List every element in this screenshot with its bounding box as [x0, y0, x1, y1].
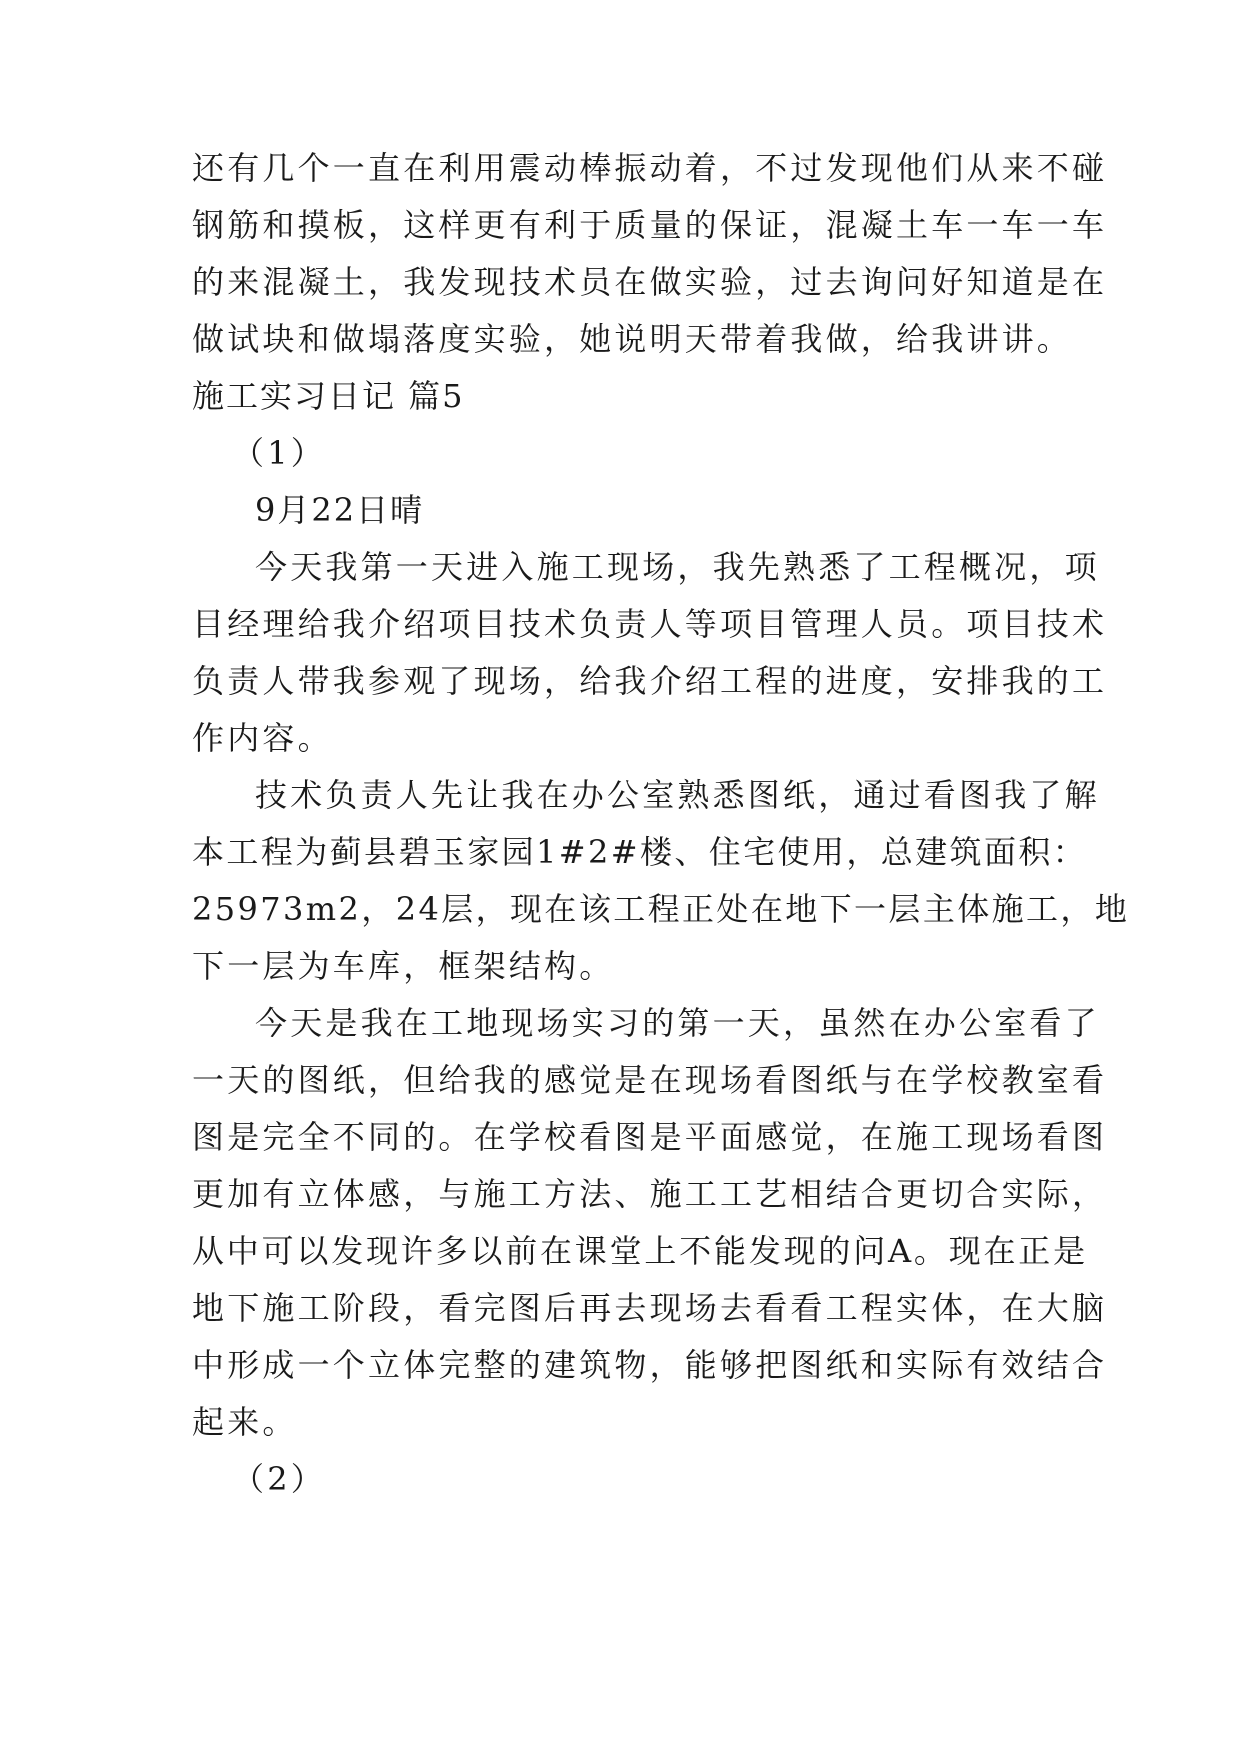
- continuation-line: 的来混凝土，我发现技术员在做实验，过去询问好知道是在: [192, 263, 1108, 301]
- paragraph-line: 更加有立体感，与施工方法、施工工艺相结合更切合实际，: [192, 1175, 1108, 1213]
- paragraph-line: 从中可以发现许多以前在课堂上不能发现的问A。现在正是: [192, 1232, 1088, 1270]
- paragraph-line: 负责人带我参观了现场，给我介绍工程的进度，安排我的工: [192, 662, 1108, 700]
- continuation-line: 做试块和做塌落度实验，她说明天带着我做，给我讲讲。: [192, 320, 1073, 358]
- paragraph-line: 25973m2，24层，现在该工程正处在地下一层主体施工，地: [192, 890, 1130, 928]
- paragraph-line: 地下施工阶段，看完图后再去现场去看看工程实体，在大脑: [192, 1289, 1108, 1327]
- paragraph-line: 下一层为车库，框架结构。: [192, 947, 615, 985]
- paragraph-line: 起来。: [192, 1403, 298, 1441]
- paragraph-line: 中形成一个立体完整的建筑物，能够把图纸和实际有效结合: [192, 1346, 1108, 1384]
- paragraph-line: 图是完全不同的。在学校看图是平面感觉，在施工现场看图: [192, 1118, 1108, 1156]
- paragraph-line: 今天是我在工地现场实习的第一天，虽然在办公室看了: [255, 1004, 1100, 1042]
- continuation-line: 还有几个一直在利用震动棒振动着，不过发现他们从来不碰: [192, 149, 1108, 187]
- continuation-line: 钢筋和摸板，这样更有利于质量的保证，混凝土车一车一车: [192, 206, 1108, 244]
- paragraph-line: 一天的图纸，但给我的感觉是在现场看图纸与在学校教室看: [192, 1061, 1108, 1099]
- part-label-2: （2）: [232, 1460, 326, 1498]
- date-weather: 9月22日晴: [255, 491, 425, 529]
- paragraph-line: 作内容。: [192, 719, 333, 757]
- paragraph-line: 本工程为蓟县碧玉家园1#2#楼、住宅使用，总建筑面积：: [192, 833, 1088, 871]
- paragraph-line: 今天我第一天进入施工现场，我先熟悉了工程概况，项: [255, 548, 1100, 586]
- section-heading: 施工实习日记 篇5: [192, 377, 465, 415]
- part-label-1: （1）: [232, 434, 326, 472]
- paragraph-line: 目经理给我介绍项目技术负责人等项目管理人员。项目技术: [192, 605, 1108, 643]
- paragraph-line: 技术负责人先让我在办公室熟悉图纸，通过看图我了解: [255, 776, 1100, 814]
